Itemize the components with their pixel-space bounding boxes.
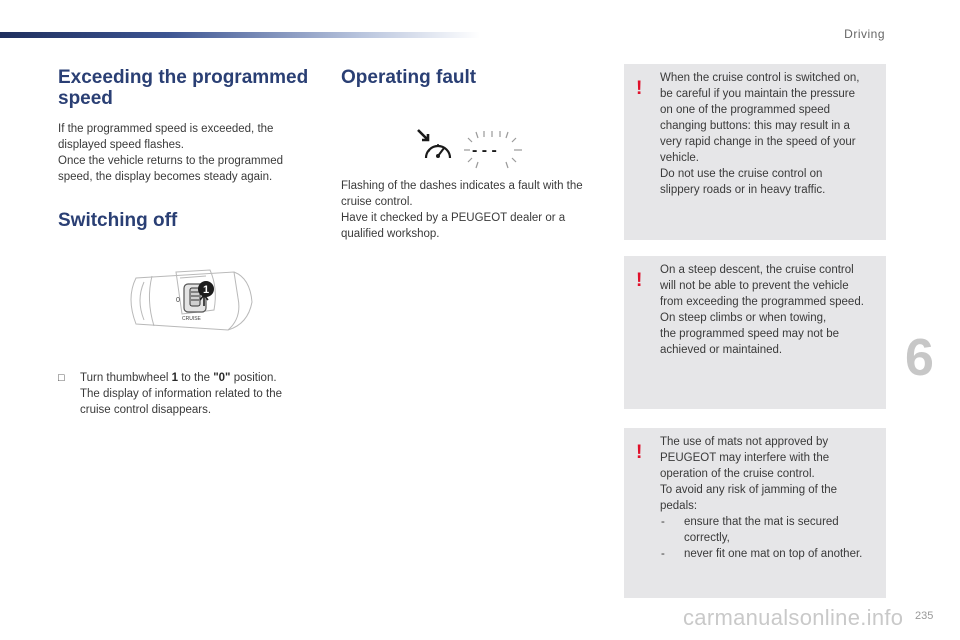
list-item-line1: never fit one mat on top of another. bbox=[684, 548, 863, 560]
text-line: on one of the programmed speed bbox=[660, 104, 831, 116]
text-line: slippery roads or in heavy traffic. bbox=[660, 184, 826, 196]
list-item-line2: correctly, bbox=[684, 532, 730, 544]
instruction-position: "0" bbox=[213, 372, 231, 384]
text-line: To avoid any risk of jamming of the bbox=[660, 484, 838, 496]
bullet-box-icon: □ bbox=[58, 372, 65, 384]
text-line: PEUGEOT may interfere with the bbox=[660, 452, 830, 464]
cruise-stalk-illustration bbox=[118, 258, 258, 342]
instruction-post: position. bbox=[230, 372, 277, 384]
text-line: the programmed speed may not be bbox=[660, 328, 839, 340]
exceeding-text bbox=[58, 121, 318, 185]
warning-text bbox=[660, 434, 878, 562]
text-line: Flashing of the dashes indicates a fault with the bbox=[341, 180, 583, 192]
switching-off-instruction bbox=[58, 370, 318, 418]
instruction-number: 1 bbox=[171, 372, 179, 384]
warning-box-speed-buttons bbox=[624, 64, 886, 240]
instruction-bullet bbox=[58, 370, 318, 418]
text-line: Have it checked by a PEUGEOT dealer or a bbox=[341, 212, 566, 224]
text-line: achieved or maintained. bbox=[660, 344, 783, 356]
list-dash: - bbox=[661, 516, 665, 528]
text-line: cruise control. bbox=[341, 196, 413, 208]
text-line: If the programmed speed is exceeded, the bbox=[58, 123, 274, 135]
warning-text bbox=[660, 70, 878, 198]
exceeding-title-line1: Exceeding the programmed bbox=[58, 67, 309, 88]
fault-dashes: - - - bbox=[472, 142, 497, 159]
instruction-line1 bbox=[80, 370, 318, 386]
page-number: 235 bbox=[915, 610, 934, 622]
text-line: On a steep descent, the cruise control bbox=[660, 264, 854, 276]
switching-off-title: Switching off bbox=[58, 210, 178, 231]
watermark: carmanualsonline.info bbox=[683, 605, 904, 630]
warning-exclamation-icon: ! bbox=[636, 270, 643, 291]
instruction-pre: Turn thumbwheel bbox=[80, 372, 172, 384]
chapter-tab-number: 6 bbox=[905, 329, 934, 387]
exceeding-section bbox=[58, 67, 318, 185]
list-dash: - bbox=[661, 548, 665, 560]
text-line: will not be able to prevent the vehicle bbox=[660, 280, 849, 292]
text-line: qualified workshop. bbox=[341, 228, 440, 240]
warning-exclamation-icon: ! bbox=[636, 442, 643, 463]
stalk-cruise-label: CRUISE bbox=[182, 316, 201, 322]
list-item bbox=[660, 514, 878, 546]
operating-fault-text bbox=[341, 178, 611, 242]
warning-box-floor-mats bbox=[624, 428, 886, 598]
text-line: On steep climbs or when towing, bbox=[660, 312, 827, 324]
callout-number: 1 bbox=[203, 284, 210, 296]
stalk-zero-label: 0 bbox=[176, 297, 180, 304]
arrow-icon bbox=[418, 130, 428, 140]
instruction-line2: The display of information related to the bbox=[80, 388, 283, 400]
operating-fault-section bbox=[341, 67, 611, 88]
speedometer-icon bbox=[426, 144, 450, 158]
text-line: changing buttons: this may result in a bbox=[660, 120, 850, 132]
text-line: very rapid change in the speed of your bbox=[660, 136, 856, 148]
text-line: pedals: bbox=[660, 500, 698, 512]
instruction-line3: cruise control disappears. bbox=[80, 404, 212, 416]
warning-text bbox=[660, 262, 878, 358]
text-line: displayed speed flashes. bbox=[58, 139, 184, 151]
text-line: vehicle. bbox=[660, 152, 699, 164]
cruise-fault-display-illustration bbox=[414, 128, 528, 170]
text-line: be careful if you maintain the pressure bbox=[660, 88, 855, 100]
warning-exclamation-icon: ! bbox=[636, 78, 643, 99]
warning-box-steep-descent bbox=[624, 256, 886, 409]
exceeding-title bbox=[58, 67, 318, 109]
list-item-line1: ensure that the mat is secured bbox=[684, 516, 839, 528]
header-gradient-bar bbox=[0, 32, 480, 38]
list-item bbox=[660, 546, 878, 562]
text-line: The use of mats not approved by bbox=[660, 436, 829, 448]
text-line: Once the vehicle returns to the programmed bbox=[58, 155, 284, 167]
exceeding-title-line2: speed bbox=[58, 88, 113, 109]
switching-off-section bbox=[58, 210, 318, 231]
text-line: When the cruise control is switched on, bbox=[660, 72, 860, 84]
text-line: operation of the cruise control. bbox=[660, 468, 815, 480]
instruction-mid: to the bbox=[178, 372, 214, 384]
text-line: from exceeding the programmed speed. bbox=[660, 296, 864, 308]
section-name: Driving bbox=[844, 27, 885, 41]
text-line: Do not use the cruise control on bbox=[660, 168, 823, 180]
text-line: speed, the display becomes steady again. bbox=[58, 171, 273, 183]
operating-fault-title: Operating fault bbox=[341, 67, 477, 88]
